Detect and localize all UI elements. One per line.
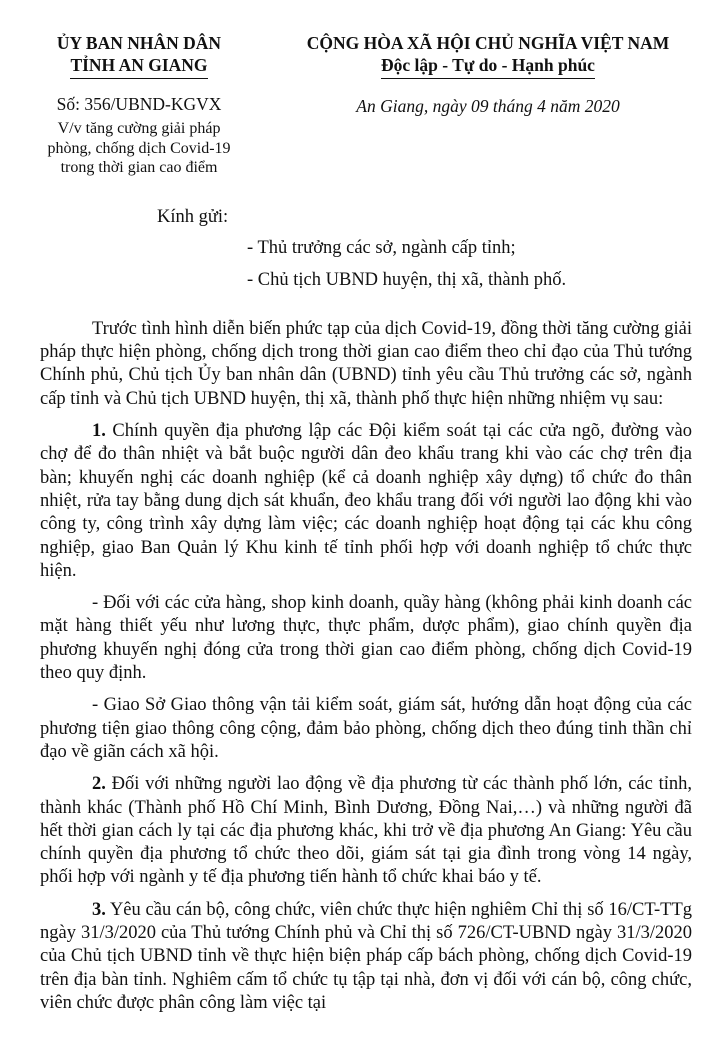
- recipient-line: - Chủ tịch UBND huyện, thị xã, thành phố.: [247, 269, 567, 290]
- item-paragraph: [40, 899, 692, 1015]
- item-paragraph: [40, 773, 692, 889]
- issuer-name-line1: ỦY BAN NHÂN DÂN: [56, 33, 222, 53]
- item-text: - Đối với các cửa hàng, shop kinh doanh, quầy hàng (không phải kinh doanh các mặt hàng thiết yếu như lương thực, thực phẩm, dược phẩm), giao chính quyền địa phương khuyến nghị đóng cửa trong thời gian cao điểm phòng, chống dịch Covid-19 theo quy định.: [40, 593, 692, 684]
- national-header: [268, 32, 708, 117]
- item-text: - Giao Sở Giao thông vận tải kiểm soát, giám sát, hướng dẫn hoạt động của các phương tiện giao thông công cộng, đảm bảo phòng, chống dịch theo đúng tinh thần chỉ đạo về giãn cách xã hội.: [40, 695, 692, 762]
- item-number: 2.: [92, 774, 106, 795]
- intro-paragraph: Trước tình hình diễn biến phức tạp của dịch Covid-19, đồng thời tăng cường giải pháp thực hiện phòng, chống dịch trong thời gian cao điểm theo chỉ đạo của Thủ tướng Chính phủ, Chủ tịch Ủy ban nhân dân (UBND) tỉnh yêu cầu Thủ trưởng các sở, ngành cấp tỉnh và Chủ tịch UBND huyện, thị xã, thành phố thực hiện những nhiệm vụ sau:: [40, 318, 692, 409]
- item-number: 1.: [92, 421, 106, 442]
- document-body: [40, 206, 692, 1015]
- document-subject: [20, 119, 258, 178]
- document-number: Số: 356/UBND-KGVX: [56, 94, 222, 114]
- item-text: Chính quyền địa phương lập các Đội kiểm soát tại các cửa ngõ, đường vào chợ để đo thân nhiệt và bắt buộc người dân đeo khẩu trang khi vào các chợ trên địa bàn; khuyến nghị các doanh nghiệp (kể cả doanh nghiệp xây dựng) tổ chức đo thân nhiệt, rửa tay bằng dung dịch sát khuẩn, đeo khẩu trang đối với người lao động khi vào công ty, công trình xây dựng làm việc; các doanh nghiệp hoạt động tại các khu công nghiệp, giao Ban Quản lý Khu kinh tế tỉnh phối hợp với doanh nghiệp tổ chức thực hiện.: [40, 421, 692, 581]
- issuer-block: [20, 32, 258, 178]
- item-paragraph: [40, 694, 692, 764]
- issuer-name-line2: TỈNH AN GIANG: [70, 54, 207, 79]
- subject-line: trong thời gian cao điểm: [60, 159, 218, 176]
- item-number: 3.: [92, 899, 106, 920]
- subject-line: V/v tăng cường giải pháp: [57, 120, 221, 137]
- item-paragraph: [40, 592, 692, 685]
- salutation: Kính gửi:: [157, 207, 229, 227]
- nation-title: CỘNG HÒA XÃ HỘI CHỦ NGHĨA VIỆT NAM: [306, 33, 670, 53]
- recipient-line: - Thủ trưởng các sở, ngành cấp tỉnh;: [247, 238, 516, 259]
- item-text: Đối với những người lao động về địa phương từ các thành phố lớn, các tỉnh, thành khác (Thành phố Hồ Chí Minh, Bình Dương, Đồng Nai,…) và những người đã hết thời gian cách ly tại các địa phương khác, khi trở về địa phương An Giang: Yêu cầu chính quyền địa phương tổ chức theo dõi, giám sát tại gia đình trong vòng 14 ngày, phối hợp với ngành y tế địa phương tiến hành tổ chức khai báo y tế.: [40, 774, 692, 888]
- national-motto: Độc lập - Tự do - Hạnh phúc: [381, 54, 595, 79]
- subject-line: phòng, chống dịch Covid-19: [47, 139, 231, 157]
- item-text: Yêu cầu cán bộ, công chức, viên chức thực hiện nghiêm Chỉ thị số 16/CT-TTg ngày 31/3/2020 của Thủ tướng Chính phủ và Chỉ thị số 726/CT-UBND ngày 31/3/2020 của Chủ tịch UBND tỉnh về thực hiện biện pháp cấp bách phòng, chống dịch Covid-19 trên địa bàn tỉnh. Nghiêm cấm tổ chức tụ tập tại nhà, đơn vị đối với cán bộ, công chức, viên chức được phân công làm việc tại: [40, 899, 692, 1013]
- place-and-date: An Giang, ngày 09 tháng 4 năm 2020: [356, 96, 620, 116]
- item-paragraph: [40, 420, 692, 583]
